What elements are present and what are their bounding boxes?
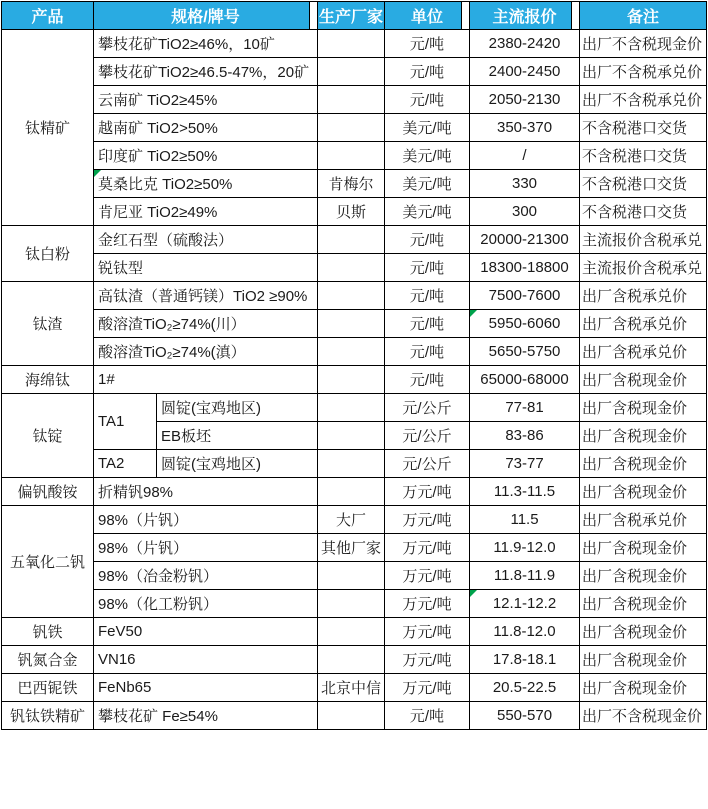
unit-cell-text: 万元/吨 [402, 540, 452, 557]
note-cell-text: 出厂不含税现金价 [582, 36, 703, 53]
spec-cell-text: 折精钒98% [98, 484, 174, 501]
spec-cell [94, 30, 318, 58]
note-cell [580, 254, 707, 282]
maker-cell [318, 142, 385, 170]
spec-cell [94, 58, 318, 86]
note-cell-text: 出厂不含税承兑价 [582, 92, 703, 109]
spec-cell [94, 674, 318, 702]
note-cell [580, 86, 707, 114]
product-cell [2, 30, 94, 226]
unit-cell-text: 元/吨 [409, 316, 445, 333]
price-cell [470, 646, 580, 674]
spec-cell [94, 114, 318, 142]
table-row [2, 394, 707, 422]
unit-cell-text: 元/吨 [409, 260, 445, 277]
price-cell [470, 86, 580, 114]
spec-cell [94, 590, 318, 618]
maker-cell-text: 贝斯 [336, 204, 367, 221]
note-cell [580, 366, 707, 394]
grade-cell-text: TA2 [98, 455, 125, 472]
maker-cell-text: 大厂 [336, 512, 367, 529]
price-cell-text: 300 [512, 203, 538, 220]
product-cell-text: 钒铁 [32, 624, 63, 641]
table-row [2, 114, 707, 142]
unit-cell [385, 590, 470, 618]
spec-cell-text: 圆锭(宝鸡地区) [161, 400, 261, 417]
col-header-spec: 规格/牌号 [94, 2, 318, 30]
maker-cell [318, 478, 385, 506]
note-cell [580, 394, 707, 422]
cell-flag-icon [470, 310, 477, 317]
table-row [2, 618, 707, 646]
price-cell-text: 12.1-12.2 [492, 595, 557, 612]
product-cell [2, 282, 94, 366]
spec-cell-text: 98%（化工粉钒） [98, 596, 219, 613]
table-row [2, 674, 707, 702]
spec-cell [94, 366, 318, 394]
unit-cell-text: 美元/吨 [402, 176, 452, 193]
maker-cell [318, 58, 385, 86]
unit-cell [385, 562, 470, 590]
maker-cell [318, 646, 385, 674]
table-row [2, 170, 707, 198]
spec-cell [157, 450, 318, 478]
price-cell [470, 58, 580, 86]
unit-cell [385, 114, 470, 142]
price-table-header [2, 2, 707, 30]
table-row [2, 86, 707, 114]
price-cell [470, 478, 580, 506]
price-cell-text: 550-570 [496, 707, 553, 724]
table-row [2, 282, 707, 310]
note-cell [580, 618, 707, 646]
price-cell-text: 5650-5750 [488, 343, 561, 360]
table-row [2, 478, 707, 506]
note-cell-text: 出厂含税承兑价 [582, 512, 688, 529]
col-header-maker: 生产厂家 [318, 2, 385, 30]
table-row [2, 702, 707, 730]
maker-cell [318, 674, 385, 702]
table-row [2, 142, 707, 170]
maker-cell [318, 394, 385, 422]
product-cell [2, 674, 94, 702]
note-cell [580, 226, 707, 254]
note-cell-text: 不含税港口交货 [582, 120, 688, 137]
price-cell [470, 702, 580, 730]
maker-cell [318, 590, 385, 618]
note-cell [580, 450, 707, 478]
spec-cell [94, 338, 318, 366]
price-cell-text: 65000-68000 [480, 371, 569, 388]
unit-cell-text: 元/吨 [409, 288, 445, 305]
price-cell [470, 674, 580, 702]
note-cell [580, 590, 707, 618]
table-row [2, 226, 707, 254]
product-cell-text: 钛锭 [32, 428, 63, 445]
spec-cell [94, 170, 318, 198]
spec-cell-text: 1# [98, 371, 115, 388]
price-cell-text: 2050-2130 [488, 91, 561, 108]
unit-cell-text: 万元/吨 [402, 680, 452, 697]
maker-cell [318, 534, 385, 562]
spec-cell-text: 98%（冶金粉钒） [98, 568, 219, 585]
unit-cell [385, 282, 470, 310]
price-cell-text: 7500-7600 [488, 287, 561, 304]
unit-cell-text: 元/吨 [409, 36, 445, 53]
price-cell-text: 5950-6060 [488, 315, 561, 332]
price-cell [470, 114, 580, 142]
unit-cell-text: 元/吨 [409, 708, 445, 725]
note-cell [580, 338, 707, 366]
price-cell [470, 450, 580, 478]
unit-cell [385, 506, 470, 534]
maker-cell [318, 30, 385, 58]
col-header-note: 备注 [580, 2, 707, 30]
price-cell-text: 73-77 [505, 455, 544, 472]
grade-cell-text: TA1 [98, 413, 125, 430]
unit-cell [385, 58, 470, 86]
price-cell-text: 11.8-12.0 [493, 623, 556, 640]
price-cell [470, 562, 580, 590]
product-cell-text: 海绵钛 [24, 372, 70, 389]
spec-cell-text: 高钛渣（普通钙镁）TiO2 ≥90% [98, 288, 308, 305]
note-cell-text: 不含税港口交货 [582, 204, 688, 221]
note-cell [580, 170, 707, 198]
col-header-price: 主流报价 [470, 2, 580, 30]
price-cell [470, 226, 580, 254]
spec-cell-text: 98%（片钒） [98, 540, 189, 557]
maker-cell [318, 422, 385, 450]
note-cell [580, 422, 707, 450]
unit-cell [385, 338, 470, 366]
unit-cell-text: 元/公斤 [402, 456, 452, 473]
maker-cell [318, 114, 385, 142]
table-row [2, 534, 707, 562]
spec-cell-text: 莫桑比克 TiO2≥50% [98, 176, 233, 193]
note-cell [580, 478, 707, 506]
spec-cell-text: 攀枝花矿TiO2≥46%，10矿 [98, 36, 275, 53]
note-cell [580, 506, 707, 534]
price-table-body [2, 30, 707, 730]
maker-cell [318, 618, 385, 646]
price-cell-text: 11.9-12.0 [493, 539, 556, 556]
spec-cell-text: FeV50 [98, 623, 143, 640]
unit-cell-text: 元/吨 [409, 92, 445, 109]
cell-flag-icon [470, 590, 477, 597]
spec-cell-text: 酸溶渣TiO₂≥74%(川） [98, 316, 246, 333]
price-cell-text: 83-86 [505, 427, 544, 444]
note-cell [580, 114, 707, 142]
note-cell-text: 出厂含税现金价 [582, 372, 688, 389]
note-cell-text: 不含税港口交货 [582, 176, 688, 193]
unit-cell-text: 万元/吨 [402, 568, 452, 585]
spec-cell-text: FeNb65 [98, 679, 152, 696]
table-row [2, 590, 707, 618]
price-cell-text: 11.8-11.9 [493, 567, 556, 584]
spec-cell-text: EB板坯 [161, 428, 212, 445]
note-cell [580, 142, 707, 170]
spec-cell [94, 226, 318, 254]
note-cell-text: 出厂含税现金价 [582, 652, 688, 669]
price-table [1, 1, 707, 730]
unit-cell [385, 674, 470, 702]
unit-cell-text: 美元/吨 [402, 120, 452, 137]
cell-flag-icon [94, 170, 101, 177]
note-cell-text: 出厂含税承兑价 [582, 316, 688, 333]
grade-cell [94, 394, 157, 450]
spec-cell-text: 98%（片钒） [98, 512, 189, 529]
note-cell-text: 出厂不含税承兑价 [582, 64, 703, 81]
note-cell-text: 出厂含税现金价 [582, 624, 688, 641]
unit-cell [385, 142, 470, 170]
maker-cell [318, 254, 385, 282]
unit-cell [385, 198, 470, 226]
spec-cell-text: 印度矿 TiO2≥50% [98, 148, 218, 165]
spec-cell [94, 562, 318, 590]
note-cell [580, 674, 707, 702]
price-cell [470, 254, 580, 282]
maker-cell-text: 其他厂家 [321, 540, 382, 557]
note-cell [580, 702, 707, 730]
table-row [2, 450, 707, 478]
price-cell-text: 18300-18800 [480, 259, 569, 276]
unit-cell [385, 366, 470, 394]
price-cell-text: 11.3-11.5 [493, 483, 556, 500]
unit-cell [385, 422, 470, 450]
table-row [2, 254, 707, 282]
note-cell-text: 出厂不含税现金价 [582, 708, 703, 725]
table-row [2, 58, 707, 86]
unit-cell [385, 226, 470, 254]
price-cell-text: 330 [512, 175, 538, 192]
product-cell [2, 646, 94, 674]
unit-cell [385, 478, 470, 506]
grade-cell [94, 450, 157, 478]
unit-cell [385, 646, 470, 674]
spec-cell-text: 酸溶渣TiO₂≥74%(滇） [98, 344, 246, 361]
maker-cell [318, 226, 385, 254]
product-cell-text: 钛白粉 [24, 246, 70, 263]
price-cell [470, 338, 580, 366]
note-cell [580, 646, 707, 674]
maker-cell [318, 506, 385, 534]
spec-cell [94, 310, 318, 338]
price-cell [470, 30, 580, 58]
price-cell [470, 506, 580, 534]
unit-cell-text: 万元/吨 [402, 652, 452, 669]
unit-cell [385, 170, 470, 198]
price-cell-text: 20000-21300 [480, 231, 569, 248]
spec-cell [94, 506, 318, 534]
note-cell-text: 出厂含税现金价 [582, 428, 688, 445]
price-cell-text: 350-370 [496, 119, 553, 136]
note-cell-text: 出厂含税现金价 [582, 484, 688, 501]
unit-cell-text: 元/吨 [409, 232, 445, 249]
table-row [2, 310, 707, 338]
spec-cell [94, 646, 318, 674]
product-cell-text: 巴西铌铁 [17, 680, 78, 697]
product-cell [2, 394, 94, 478]
maker-cell [318, 702, 385, 730]
unit-cell [385, 394, 470, 422]
note-cell-text: 出厂含税现金价 [582, 456, 688, 473]
price-cell-text: / [522, 147, 527, 164]
note-cell-text: 出厂含税承兑价 [582, 344, 688, 361]
unit-cell-text: 元/吨 [409, 372, 445, 389]
spec-cell [94, 254, 318, 282]
maker-cell [318, 310, 385, 338]
maker-cell [318, 450, 385, 478]
unit-cell-text: 万元/吨 [402, 624, 452, 641]
note-cell [580, 30, 707, 58]
price-cell [470, 394, 580, 422]
table-row [2, 338, 707, 366]
product-cell [2, 366, 94, 394]
spec-cell-text: 越南矿 TiO2>50% [98, 120, 218, 137]
unit-cell [385, 310, 470, 338]
spec-cell [94, 702, 318, 730]
price-cell [470, 282, 580, 310]
price-cell [470, 142, 580, 170]
price-cell [470, 422, 580, 450]
spec-cell-text: 金红石型（硫酸法） [98, 232, 234, 249]
note-cell [580, 310, 707, 338]
price-cell [470, 590, 580, 618]
table-row [2, 30, 707, 58]
spec-cell [94, 198, 318, 226]
price-cell [470, 534, 580, 562]
unit-cell-text: 万元/吨 [402, 484, 452, 501]
unit-cell [385, 534, 470, 562]
product-cell [2, 506, 94, 618]
col-header-unit: 单位 [385, 2, 470, 30]
note-cell-text: 主流报价含税承兑 [582, 232, 703, 249]
spec-cell-text: 攀枝花矿TiO2≥46.5-47%，20矿 [98, 64, 310, 81]
note-cell-text: 出厂含税现金价 [582, 680, 688, 697]
price-cell-text: 17.8-18.1 [492, 651, 557, 668]
unit-cell-text: 美元/吨 [402, 148, 452, 165]
spec-cell [94, 282, 318, 310]
maker-cell-text: 北京中信 [321, 680, 382, 697]
spec-cell [94, 534, 318, 562]
spec-cell [157, 422, 318, 450]
col-header-product: 产品 [2, 2, 94, 30]
spec-cell-text: 云南矿 TiO2≥45% [98, 92, 218, 109]
price-cell [470, 198, 580, 226]
note-cell-text: 出厂含税现金价 [582, 400, 688, 417]
note-cell-text: 不含税港口交货 [582, 148, 688, 165]
price-cell-text: 2400-2450 [488, 63, 561, 80]
unit-cell [385, 702, 470, 730]
note-cell-text: 主流报价含税承兑 [582, 260, 703, 277]
product-cell-text: 偏钒酸铵 [17, 484, 78, 501]
unit-cell [385, 30, 470, 58]
unit-cell [385, 254, 470, 282]
note-cell [580, 198, 707, 226]
unit-cell-text: 万元/吨 [402, 596, 452, 613]
unit-cell [385, 86, 470, 114]
note-cell-text: 出厂含税承兑价 [582, 288, 688, 305]
product-cell-text: 钛精矿 [24, 120, 70, 137]
maker-cell [318, 86, 385, 114]
spec-cell [94, 478, 318, 506]
maker-cell-text: 肯梅尔 [328, 176, 374, 193]
spec-cell-text: 肯尼亚 TiO2≥49% [98, 204, 218, 221]
unit-cell-text: 元/吨 [409, 344, 445, 361]
spec-cell-text: 锐钛型 [98, 260, 144, 277]
maker-cell [318, 366, 385, 394]
table-row [2, 646, 707, 674]
price-cell [470, 366, 580, 394]
table-row [2, 562, 707, 590]
product-cell-text: 钛渣 [32, 316, 63, 333]
table-row [2, 366, 707, 394]
product-cell [2, 226, 94, 282]
spec-cell-text: 攀枝花矿 Fe≥54% [98, 708, 218, 725]
note-cell-text: 出厂含税现金价 [582, 596, 688, 613]
price-cell-text: 11.5 [510, 511, 539, 528]
table-row [2, 198, 707, 226]
product-cell [2, 702, 94, 730]
price-cell [470, 170, 580, 198]
spec-cell [94, 86, 318, 114]
product-cell [2, 618, 94, 646]
unit-cell-text: 万元/吨 [402, 512, 452, 529]
maker-cell [318, 170, 385, 198]
unit-cell-text: 元/吨 [409, 64, 445, 81]
maker-cell [318, 562, 385, 590]
price-cell-text: 20.5-22.5 [492, 679, 557, 696]
maker-cell [318, 338, 385, 366]
product-cell-text: 五氧化二钒 [9, 554, 85, 571]
spec-cell [157, 394, 318, 422]
spec-cell-text: VN16 [98, 651, 136, 668]
header-row [2, 2, 707, 30]
spec-cell [94, 618, 318, 646]
maker-cell [318, 198, 385, 226]
unit-cell [385, 450, 470, 478]
maker-cell [318, 282, 385, 310]
unit-cell-text: 元/公斤 [402, 400, 452, 417]
spec-cell-text: 圆锭(宝鸡地区) [161, 456, 261, 473]
product-cell [2, 478, 94, 506]
price-cell-text: 2380-2420 [488, 35, 561, 52]
price-cell [470, 310, 580, 338]
note-cell [580, 282, 707, 310]
note-cell [580, 562, 707, 590]
table-row [2, 506, 707, 534]
price-cell [470, 618, 580, 646]
note-cell-text: 出厂含税现金价 [582, 540, 688, 557]
spec-cell [94, 142, 318, 170]
note-cell [580, 534, 707, 562]
product-cell-text: 钒氮合金 [17, 652, 78, 669]
price-cell-text: 77-81 [505, 399, 544, 416]
unit-cell-text: 元/公斤 [402, 428, 452, 445]
unit-cell-text: 美元/吨 [402, 204, 452, 221]
product-cell-text: 钒钛铁精矿 [9, 708, 85, 725]
note-cell-text: 出厂含税现金价 [582, 568, 688, 585]
unit-cell [385, 618, 470, 646]
note-cell [580, 58, 707, 86]
